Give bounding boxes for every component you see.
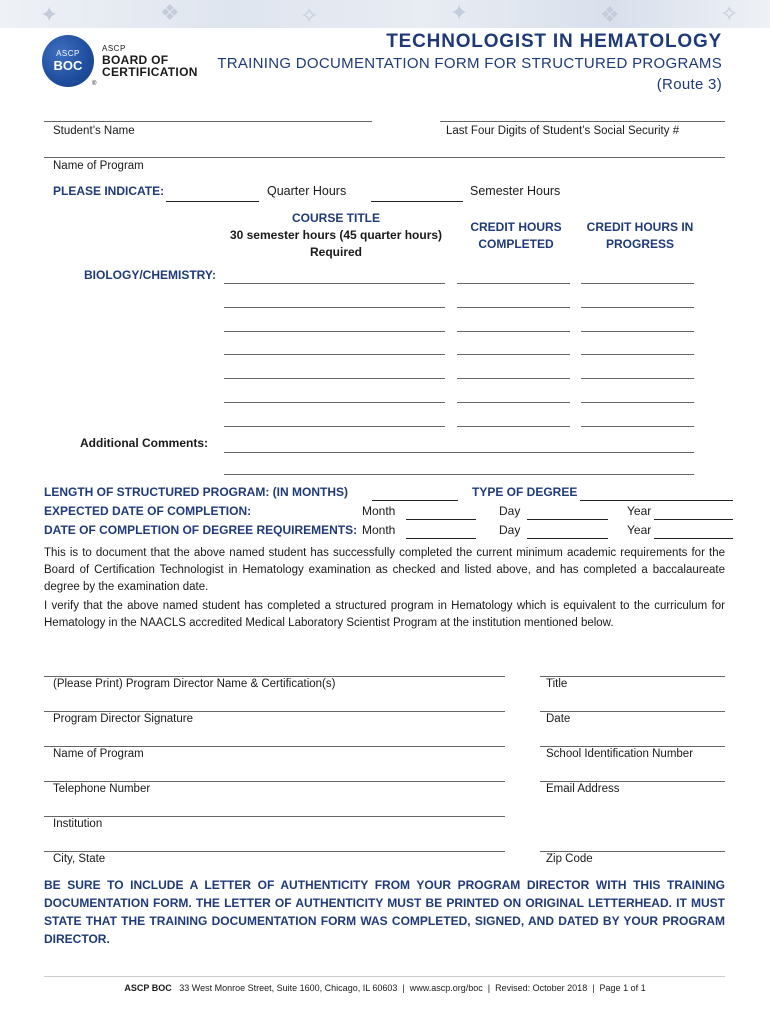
ssn-line [440,121,725,122]
school-id-field[interactable] [540,728,725,746]
expected-month-field[interactable] [406,501,476,519]
course-title-field-row-3[interactable] [224,313,445,331]
quarter-hours-label: Quarter Hours [267,184,347,198]
credit-completed-line-row-3 [457,331,570,332]
header-banner: ✦ ❖ ✧ ✦ ❖ ✧ [0,0,770,28]
director-name-label: (Please Print) Program Director Name & Certification(s) [53,678,336,690]
logo-circle-top: ASCP [56,49,80,58]
credit-progress-line-row-6 [581,402,694,403]
credit-completed-field-row-6[interactable] [457,384,570,402]
logo-wordmark [102,44,198,78]
footer-org: ASCP BOC [124,983,172,993]
city-state-field[interactable] [44,833,505,851]
credit-completed-line-row-7 [457,426,570,427]
completion-day-field[interactable] [527,520,608,538]
credit-progress-line-row-5 [581,378,694,379]
additional-comments-field-2[interactable] [224,456,694,474]
attestation-paragraph: This is to document that the above named student has successfully completed the current minimum academic requirements for the Board of Certification Technologist in Hematology examination as checked and listed above, and has completed a baccalaureate degree by the examination date. [44,547,725,593]
expected-year-field[interactable] [654,501,733,519]
credit-completed-line-row-5 [457,378,570,379]
semester-hours-line [371,201,463,202]
institution-line [44,816,505,817]
credit-progress-field-row-2[interactable] [581,289,694,307]
credit-progress-field-row-5[interactable] [581,360,694,378]
course-title-field-row-6[interactable] [224,384,445,402]
footer-divider [44,976,725,977]
director-signature-field[interactable] [44,693,505,711]
course-title-header [224,210,448,261]
program-name-label: Name of Program [53,160,144,172]
additional-comments-line-2 [224,474,694,475]
credit-progress-line-row-7 [581,426,694,427]
course-title-line-row-7 [224,426,445,427]
letter-of-authenticity-notice: BE SURE TO INCLUDE A LETTER OF AUTHENTICITY FROM YOUR PROGRAM DIRECTOR WITH THIS TRAINING DOCUMENTATION FORM. THE LETTER OF AUTHENTICITY MUST BE PRINTED ON ORIGINAL LETTERHEAD. IT MUST STATE THAT THE TRAINING DOCUMENTATION FORM WAS COMPLETED, SIGNED, AND DATED BY YOUR PROGRAM DIRECTOR. [44,878,725,946]
course-title-field-row-4[interactable] [224,336,445,354]
director-title-line [540,676,725,677]
credit-progress-field-row-1[interactable] [581,265,694,283]
form-title: TECHNOLOGIST IN HEMATOLOGY [386,31,722,52]
zip-label: Zip Code [546,853,593,865]
completion-year-line [654,538,733,539]
program-length-field[interactable] [372,482,458,500]
credit-progress-field-row-6[interactable] [581,384,694,402]
zip-field[interactable] [540,833,725,851]
credit-completed-line-row-6 [457,402,570,403]
email-field[interactable] [540,763,725,781]
completion-year-field[interactable] [654,520,733,538]
credit-completed-line-row-2 [457,307,570,308]
student-name-line [44,121,372,122]
credit-completed-line-row-4 [457,354,570,355]
ssn-label: Last Four Digits of Student’s Social Security # [446,125,680,137]
credit-completed-field-row-5[interactable] [457,360,570,378]
degree-type-field[interactable] [580,482,733,500]
credit-progress-field-row-7[interactable] [581,408,694,426]
degree-completion-label: DATE OF COMPLETION OF DEGREE REQUIREMENTS: [44,523,358,537]
completion-day-label: Day [499,523,521,537]
logo-org-small: ASCP [102,44,126,53]
credit-progress-line-row-1 [581,283,694,284]
student-name-field[interactable] [44,102,372,120]
email-line [540,781,725,782]
sig-program-name-line [44,746,505,747]
credit-completed-line2: COMPLETED [478,237,554,251]
program-name-line [44,157,725,158]
city-state-line [44,851,505,852]
course-title-field-row-1[interactable] [224,265,445,283]
course-title-line-row-5 [224,378,445,379]
additional-comments-line-1 [224,452,694,453]
program-name-field[interactable] [44,138,725,156]
student-name-label: Student’s Name [53,125,135,137]
director-signature-line [44,711,505,712]
director-name-line [44,676,505,677]
expected-completion-label: EXPECTED DATE OF COMPLETION: [44,504,252,518]
signature-date-field[interactable] [540,693,725,711]
credit-completed-header [456,219,576,253]
course-hours-note: 30 semester hours (45 quarter hours) [229,228,443,242]
credit-completed-field-row-4[interactable] [457,336,570,354]
credit-progress-line-row-3 [581,331,694,332]
institution-label: Institution [53,818,103,830]
footer-revised: Revised: October 2018 [495,983,588,993]
credit-progress-line2: PROGRESS [605,237,674,251]
footer: ASCP BOC 33 West Monroe Street, Suite 1600, Chicago, IL 60603 | www.ascp.org/boc | Revised: October 2018 | Page 1 of 1 [124,983,646,993]
director-title-field[interactable] [540,658,725,676]
telephone-label: Telephone Number [53,783,151,795]
institution-field[interactable] [44,798,505,816]
sig-program-name-field[interactable] [44,728,505,746]
email-label: Email Address [546,783,620,795]
footer-address: 33 West Monroe Street, Suite 1600, Chicago, IL 60603 [179,983,398,993]
credit-completed-field-row-3[interactable] [457,313,570,331]
completion-month-field[interactable] [406,520,476,538]
director-name-field[interactable] [44,658,505,676]
degree-type-label: TYPE OF DEGREE [472,485,578,499]
semester-hours-label: Semester Hours [470,184,561,198]
course-title-line-row-6 [224,402,445,403]
director-title-label: Title [546,678,568,690]
school-id-line [540,746,725,747]
route-label: (Route 3) [656,76,722,93]
course-title-label: COURSE TITLE [291,211,380,225]
ascp-boc-logo [42,35,97,87]
completion-year-label: Year [627,523,652,537]
semester-hours-field[interactable] [371,183,463,201]
logo-circle-bottom: BOC [53,58,83,73]
logo-org-line2: CERTIFICATION [102,65,198,79]
course-title-field-row-7[interactable] [224,408,445,426]
credit-completed-field-row-2[interactable] [457,289,570,307]
footer-page: Page 1 of 1 [599,983,646,993]
telephone-line [44,781,505,782]
form-subtitle: TRAINING DOCUMENTATION FORM FOR STRUCTURED PROGRAMS [217,55,722,72]
signature-date-line [540,711,725,712]
credit-completed-line1: CREDIT HOURS [470,220,562,234]
quarter-hours-field[interactable] [166,183,259,201]
course-title-line-row-1 [224,283,445,284]
credit-completed-line-row-1 [457,283,570,284]
expected-year-label: Year [627,504,652,518]
course-title-field-row-5[interactable] [224,360,445,378]
school-id-label: School Identification Number [546,748,694,760]
credit-progress-header [578,219,702,253]
logo-org-line1: BOARD OF [102,53,169,67]
biology-chemistry-label: BIOLOGY/CHEMISTRY: [84,268,216,282]
signature-date-label: Date [546,713,571,725]
credit-completed-field-row-7[interactable] [457,408,570,426]
credit-progress-line1: CREDIT HOURS IN [586,220,694,234]
credit-progress-field-row-3[interactable] [581,313,694,331]
verification-paragraph: I verify that the above named student has completed a structured program in Hematology which is equivalent to the curriculum for Hematology in the NAACLS accredited Medical Laboratory Scientist Program at the institution mentioned below. [44,600,725,629]
additional-comments-label: Additional Comments: [80,436,208,450]
zip-line [540,851,725,852]
credit-completed-field-row-1[interactable] [457,265,570,283]
registered-mark: ® [92,81,97,87]
director-signature-label: Program Director Signature [53,713,193,725]
course-title-line-row-3 [224,331,445,332]
additional-comments-field-1[interactable] [224,434,694,452]
course-title-line-row-4 [224,354,445,355]
please-indicate-label: PLEASE INDICATE: [53,184,165,198]
credit-progress-line-row-2 [581,307,694,308]
course-title-field-row-2[interactable] [224,289,445,307]
expected-day-field[interactable] [527,501,608,519]
city-state-label: City, State [53,853,106,865]
expected-month-label: Month [362,504,396,518]
ssn-field[interactable] [440,102,725,120]
course-title-line-row-2 [224,307,445,308]
completion-month-label: Month [362,523,396,537]
credit-progress-line-row-4 [581,354,694,355]
completion-day-line [527,538,608,539]
expected-day-label: Day [499,504,521,518]
quarter-hours-line [166,201,259,202]
credit-progress-field-row-4[interactable] [581,336,694,354]
course-required-note: Required [309,245,362,259]
footer-website[interactable]: www.ascp.org/boc [409,983,483,993]
sig-program-name-label: Name of Program [53,748,144,760]
telephone-field[interactable] [44,763,505,781]
completion-month-line [406,538,476,539]
program-length-label: LENGTH OF STRUCTURED PROGRAM: (IN MONTHS) [44,485,348,499]
